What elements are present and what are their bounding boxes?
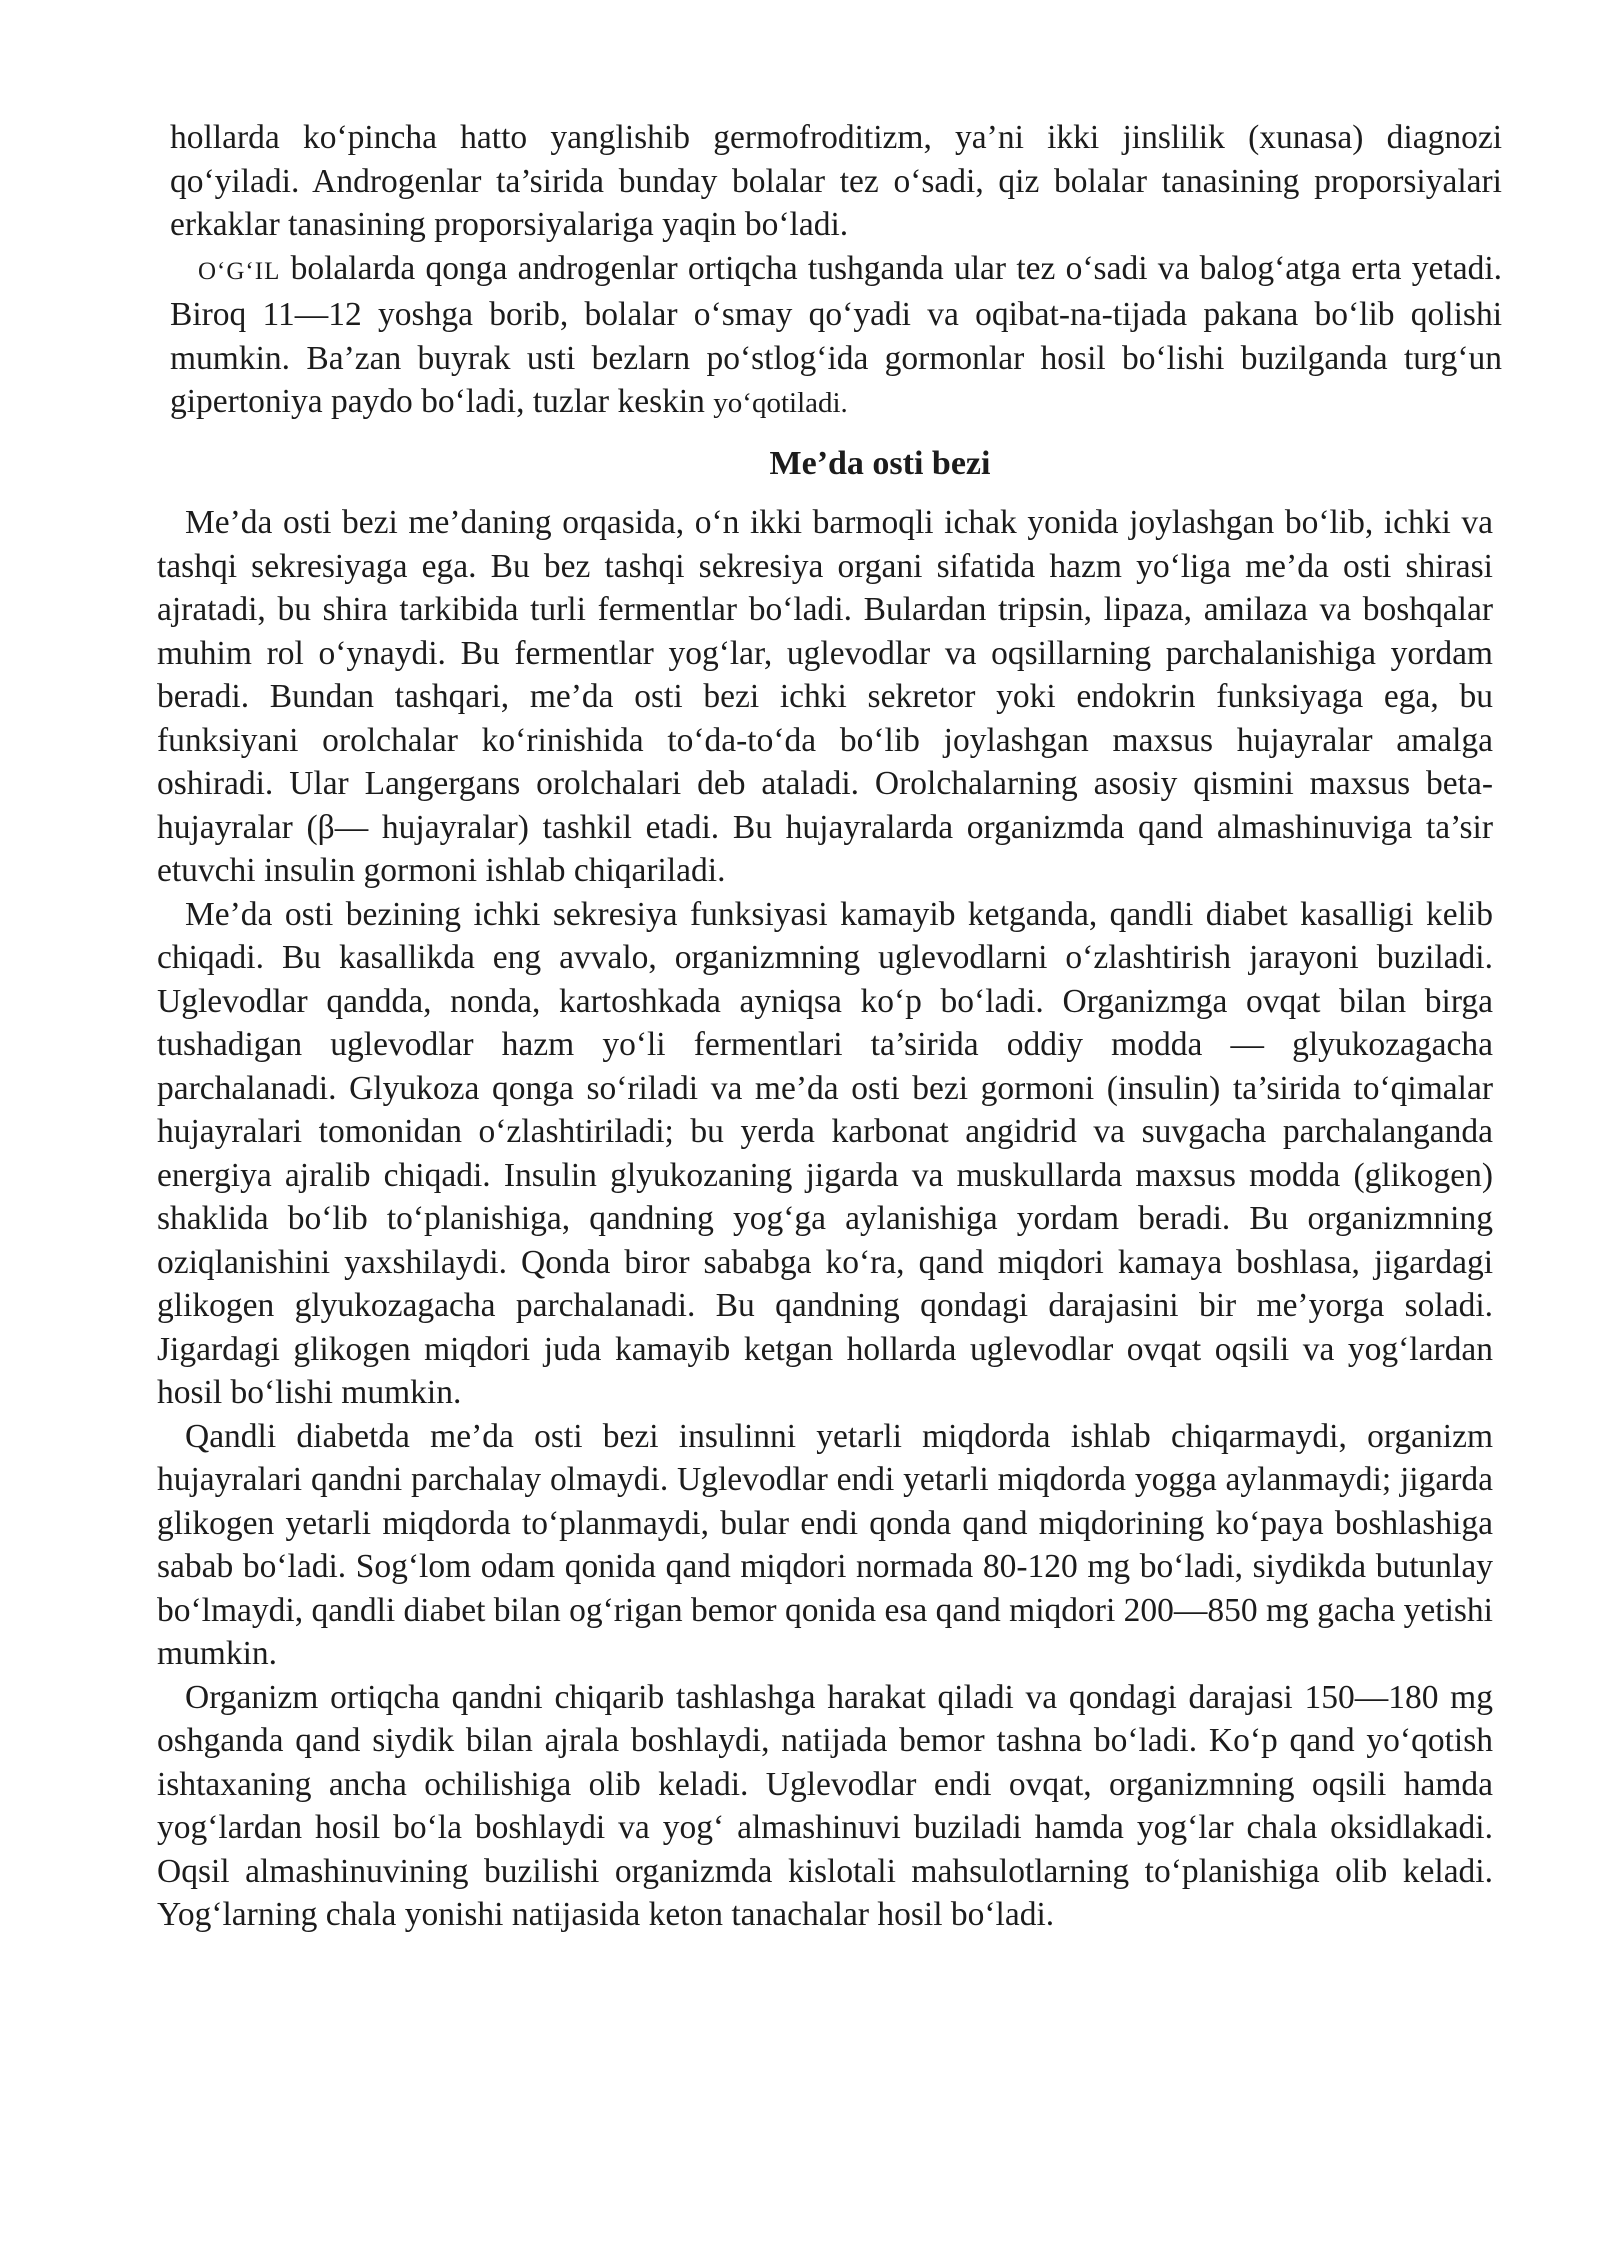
section-title: Me’da osti bezi	[769, 445, 991, 482]
paragraph-main-3: Qandli diabetda me’da osti bezi insulinni yetarli miqdorda ishlab chiqarmaydi, organizm hujayralari qandni parchalay olmaydi. Uglevodlar endi yetarli miqdorda yogga aylanmaydi; jigarda glikogen yetarli miqdorda to‘planmaydi, bular endi qonda qand miqdorining ko‘paya boshlashiga sabab bo‘ladi. Sog‘lom odam qonida qand miqdori normada 80-120 mg bo‘ladi, siydikda butunlay bo‘lmaydi, qandli diabet bilan og‘rigan bemor qonida esa qand miqdori 200—850 mg gacha yetishi mumkin.	[157, 1417, 1493, 1672]
main-text-block	[157, 501, 1493, 1937]
paragraph-main-2: Me’da osti bezining ichki sekresiya funksiyasi kamayib ketganda, qandli diabet kasalligi kelib chiqadi. Bu kasallikda eng avvalo, organizmning uglevodlarni o‘zlashtirish jarayoni buziladi. Uglevodlar qandda, nonda, kartoshkada ayniqsa ko‘p bo‘ladi. Organizmga ovqat bilan birga tushadigan uglevodlar hazm yo‘li fermentlari ta’sirida oddiy modda — glyukozagacha parchalanadi. Glyukoza qonga so‘riladi va me’da osti bezi gormoni (insulin) ta’sirida to‘qimalar hujayralari tomonidan o‘zlashtiriladi; bu yerda karbonat angidrid va suvgacha parchalanganda energiya ajralib chiqadi. Insulin glyukozaning jigarda va muskullarda maxsus modda (glikogen) shaklida bo‘lib to‘planishiga, qandning yog‘ga aylanishiga yordam beradi. Bu organizmning oziqlanishini yaxshilaydi. Qonda biror sababga ko‘ra, qand miqdori kamaya boshlasa, jigardagi glikogen glyukozagacha parchalanadi. Bu qandning qondagi darajasini bir me’yorga soladi. Jigardagi glikogen miqdori juda kamayib ketgan hollarda uglevodlar ovqat oqsili va yog‘lardan hosil bo‘lishi mumkin.	[157, 895, 1493, 1411]
paragraph-intro-2-tail: yo‘qotiladi.	[713, 387, 848, 419]
paragraph-intro-2-body: bolalarda qonga androgenlar ortiqcha tushganda ular tez o‘sadi va balog‘atga erta yetadi. Biroq 11—12 yoshga borib, bolalar o‘smay qo‘yadi va oqibat-na-tijada pakana bo‘lib qolishi mumkin. Ba’zan buyrak usti bezlarn po‘stlog‘ida gormonlar hosil bo‘lishi buzilganda turg‘un gipertoniya paydo bo‘ladi, tuzlar keskin	[170, 249, 1502, 420]
paragraph-main-1: Me’da osti bezi me’daning orqasida, o‘n ikki barmoqli ichak yonida joylashgan bo‘lib, ichki va tashqi sekresiyaga ega. Bu bez tashqi sekresiya organi sifatida hazm yo‘liga me’da osti shirasi ajratadi, bu shira tarkibida turli fermentlar bo‘ladi. Bulardan tripsin, lipaza, amilaza va boshqalar muhim rol o‘ynaydi. Bu fermentlar yog‘lar, uglevodlar va oqsillarning parchalanishiga yordam beradi. Bundan tashqari, me’da osti bezi ichki sekretor yoki endokrin funksiyaga ega, bu funksiyani orolchalar ko‘rinishida to‘da-to‘da bo‘lib joylashgan maxsus hujayralar amalga oshiradi. Ular Langergans orolchalari deb ataladi. Orolchalarning asosiy qismini maxsus beta-hujayralar (β— hujayralar) tashkil etadi. Bu hujayralarda organizmda qand almashinuviga ta’sir etuvchi insulin gormoni ishlab chiqariladi.	[157, 504, 1493, 889]
paragraph-intro-2	[170, 247, 1502, 426]
paragraph-intro-1: hollarda ko‘pincha hatto yanglishib germofroditizm, ya’ni ikki jinslilik (xunasa) diagnozi qo‘yiladi. Androgenlar ta’sirida bunday bolalar tez o‘sadi, qiz bolalar tanasining proporsiyalari erkaklar tanasining proporsiyalariga yaqin bo‘ladi.	[170, 119, 1502, 243]
top-text-block	[170, 116, 1502, 426]
paragraph-main-4: Organizm ortiqcha qandni chiqarib tashlashga harakat qiladi va qondagi darajasi 150—180 mg oshganda qand siydik bilan ajrala boshlaydi, natijada bemor tashna bo‘ladi. Ko‘p qand yo‘qotish ishtaxaning ancha ochilishiga olib keladi. Uglevodlar endi ovqat, organizmning oqsili hamda yog‘lardan hosil bo‘la boshlaydi va yog‘ almashinuvi buziladi hamda yog‘lar chala oksidlakadi. Oqsil almashinuvining buzilishi organizmda kislotali mahsulotlarning to‘planishiga olib keladi. Yog‘larning chala yonishi natijasida keton tanachalar hosil bo‘ladi.	[157, 1678, 1493, 1933]
small-caps-lead: O‘G‘IL	[198, 257, 281, 285]
